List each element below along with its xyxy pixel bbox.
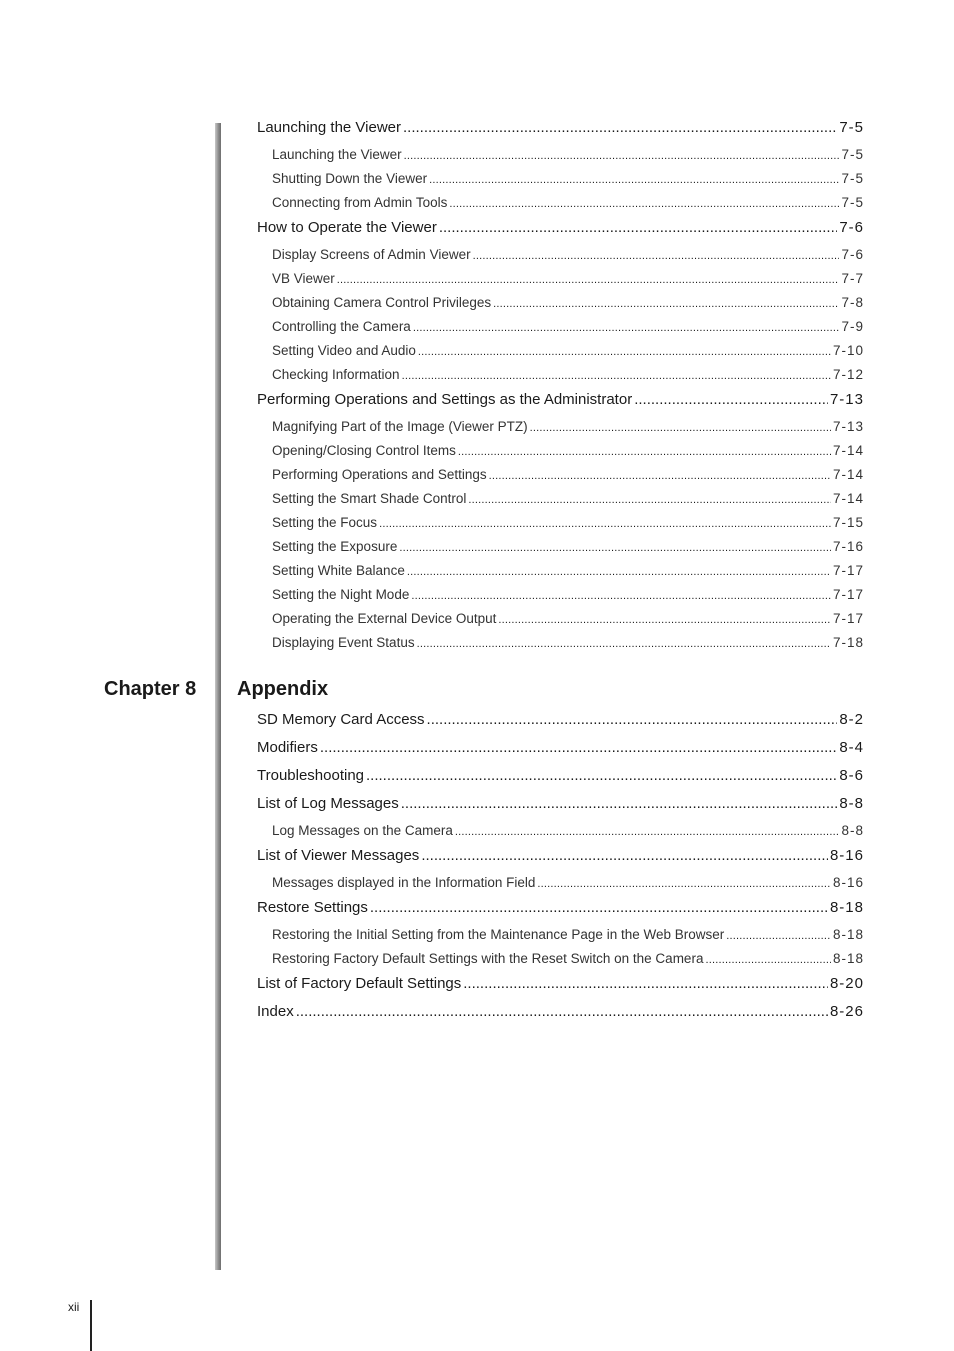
toc-entry[interactable] [257,843,864,871]
toc-entry-title: Setting the Exposure [272,539,398,554]
toc-entry-page: 8-4 [839,739,864,756]
dot-leader [403,115,837,141]
toc-subentry[interactable] [257,819,864,843]
dot-leader [401,791,838,817]
toc-entry-title: Checking Information [272,367,400,382]
toc-entry-page: 8-6 [839,767,864,784]
toc-entry-title: List of Viewer Messages [257,847,420,864]
toc-entry-title: How to Operate the Viewer [257,219,437,236]
dot-leader [458,440,831,464]
dot-leader [455,820,840,844]
dot-leader [498,608,831,632]
toc-entry-title: Shutting Down the Viewer [272,171,428,186]
toc-entry-page: 7-17 [832,563,864,578]
toc-entry-page: 7-5 [841,195,864,210]
toc-entry-page: 7-15 [832,515,864,530]
toc-entry[interactable] [257,999,864,1027]
toc-entry-page: 7-5 [841,147,864,162]
toc-entry-page: 8-20 [829,975,864,992]
toc-entry-title: Restoring the Initial Setting from the Maintenance Page in the Web Browser [272,927,725,942]
toc-entry-page: 7-16 [832,539,864,554]
toc-entry-page: 7-6 [839,219,864,236]
toc-entry[interactable] [257,387,864,415]
toc-entry[interactable] [257,763,864,791]
toc-entry-title: Display Screens of Admin Viewer [272,247,471,262]
toc-entry-title: Setting White Balance [272,563,405,578]
toc-entry-page: 7-17 [832,611,864,626]
toc-entry-page: 7-10 [832,343,864,358]
dot-leader [411,584,831,608]
toc-entry-page: 7-13 [832,419,864,434]
dot-leader [418,340,831,364]
toc-subentry[interactable] [257,167,864,191]
toc-entry-title: Performing Operations and Settings as the Administrator [257,391,633,408]
toc-subentry[interactable] [257,291,864,315]
dot-leader [530,416,831,440]
toc-entry-title: Operating the External Device Output [272,611,497,626]
dot-leader [402,364,831,388]
toc-entry-page: 7-14 [832,491,864,506]
toc-subentry[interactable] [257,191,864,215]
page-number: xii [68,1300,80,1314]
toc-entry-title: Setting the Night Mode [272,587,410,602]
toc-subentry[interactable] [257,511,864,535]
toc-entry-title: Index [257,1003,294,1020]
toc-entry-title: Controlling the Camera [272,319,411,334]
toc-entry[interactable] [257,707,864,735]
toc-subentry[interactable] [257,631,864,655]
toc-subentry[interactable] [257,607,864,631]
toc-section-chapter-7 [257,115,864,655]
toc-subentry[interactable] [257,559,864,583]
dot-leader [449,192,839,216]
dot-leader [537,872,831,896]
toc-entry[interactable] [257,215,864,243]
dot-leader [726,924,831,948]
toc-subentry[interactable] [257,143,864,167]
toc-entry-page: 7-8 [841,295,864,310]
toc-entry-title: VB Viewer [272,271,335,286]
dot-leader [399,536,831,560]
toc-subentry[interactable] [257,415,864,439]
footer-rule [90,1300,92,1351]
toc-entry-title: Modifiers [257,739,318,756]
toc-entry-page: 7-12 [832,367,864,382]
toc-subentry[interactable] [257,583,864,607]
toc-entry-page: 8-2 [839,711,864,728]
toc-entry-page: 8-26 [829,1003,864,1020]
toc-subentry[interactable] [257,923,864,947]
toc-entry[interactable] [257,115,864,143]
dot-leader [421,843,828,869]
toc-entry-title: Launching the Viewer [257,119,401,136]
dot-leader [489,464,831,488]
dot-leader [634,387,828,413]
dot-leader [366,763,837,789]
toc-entry-page: 7-5 [841,171,864,186]
dot-leader [473,244,840,268]
toc-entry-title: Magnifying Part of the Image (Viewer PTZ) [272,419,528,434]
dot-leader [337,268,840,292]
toc-subentry[interactable] [257,535,864,559]
dot-leader [439,215,837,241]
toc-entry-title: List of Log Messages [257,795,399,812]
toc-entry-title: SD Memory Card Access [257,711,425,728]
toc-subentry[interactable] [257,243,864,267]
toc-entry-page: 7-9 [841,319,864,334]
toc-entry-title: Setting the Smart Shade Control [272,491,467,506]
dot-leader [370,895,828,921]
toc-entry[interactable] [257,735,864,763]
toc-entry-title: List of Factory Default Settings [257,975,462,992]
toc-entry-page: 7-5 [839,119,864,136]
toc-entry-page: 8-16 [832,875,864,890]
toc-entry-title: Connecting from Admin Tools [272,195,448,210]
toc-entry-page: 8-18 [832,951,864,966]
toc-entry[interactable] [257,791,864,819]
toc-entry-page: 8-16 [829,847,864,864]
toc-entry-page: 8-8 [841,823,864,838]
toc-entry-page: 7-6 [841,247,864,262]
toc-entry-title: Launching the Viewer [272,147,402,162]
dot-leader [493,292,839,316]
toc-subentry[interactable] [257,487,864,511]
toc-subentry[interactable] [257,871,864,895]
toc-entry-title: Log Messages on the Camera [272,823,453,838]
dot-leader [413,316,840,340]
toc-entry-page: 7-13 [829,391,864,408]
toc-subentry[interactable] [257,315,864,339]
toc-entry-page: 7-17 [832,587,864,602]
toc-entry-page: 8-18 [832,927,864,942]
toc-entry-title: Restoring Factory Default Settings with the Reset Switch on the Camera [272,951,704,966]
toc-entry-title: Opening/Closing Control Items [272,443,456,458]
chapter-heading [0,678,954,706]
toc-subentry[interactable] [257,463,864,487]
toc-entry-title: Restore Settings [257,899,368,916]
dot-leader [320,735,837,761]
toc-entry-page: 8-18 [829,899,864,916]
toc-entry-page: 7-14 [832,467,864,482]
toc-entry-page: 7-7 [841,271,864,286]
toc-entry-title: Performing Operations and Settings [272,467,487,482]
toc-subentry[interactable] [257,439,864,463]
toc-entry-title: Setting the Focus [272,515,378,530]
toc-subentry[interactable] [257,947,864,971]
dot-leader [404,144,840,168]
toc-entry-page: 8-8 [839,795,864,812]
dot-leader [429,168,839,192]
dot-leader [427,707,838,733]
dot-leader [296,999,828,1025]
toc-entry-title: Troubleshooting [257,767,365,784]
dot-leader [417,632,831,656]
toc-entry[interactable] [257,971,864,999]
toc-entry-page: 7-18 [832,635,864,650]
toc-entry-page: 7-14 [832,443,864,458]
dot-leader [468,488,831,512]
dot-leader [705,948,831,972]
toc-subentry[interactable] [257,339,864,363]
dot-leader [379,512,831,536]
toc-subentry[interactable] [257,363,864,387]
toc-subentry[interactable] [257,267,864,291]
chapter-label: Chapter 8 [104,678,197,700]
chapter-title: Appendix [237,678,329,700]
dot-leader [407,560,831,584]
toc-entry-title: Obtaining Camera Control Privileges [272,295,492,310]
toc-entry[interactable] [257,895,864,923]
toc-entry-title: Displaying Event Status [272,635,415,650]
toc-entry-title: Messages displayed in the Information Field [272,875,536,890]
toc-entry-title: Setting Video and Audio [272,343,416,358]
toc-section-chapter-8 [257,707,864,1027]
dot-leader [463,971,828,997]
